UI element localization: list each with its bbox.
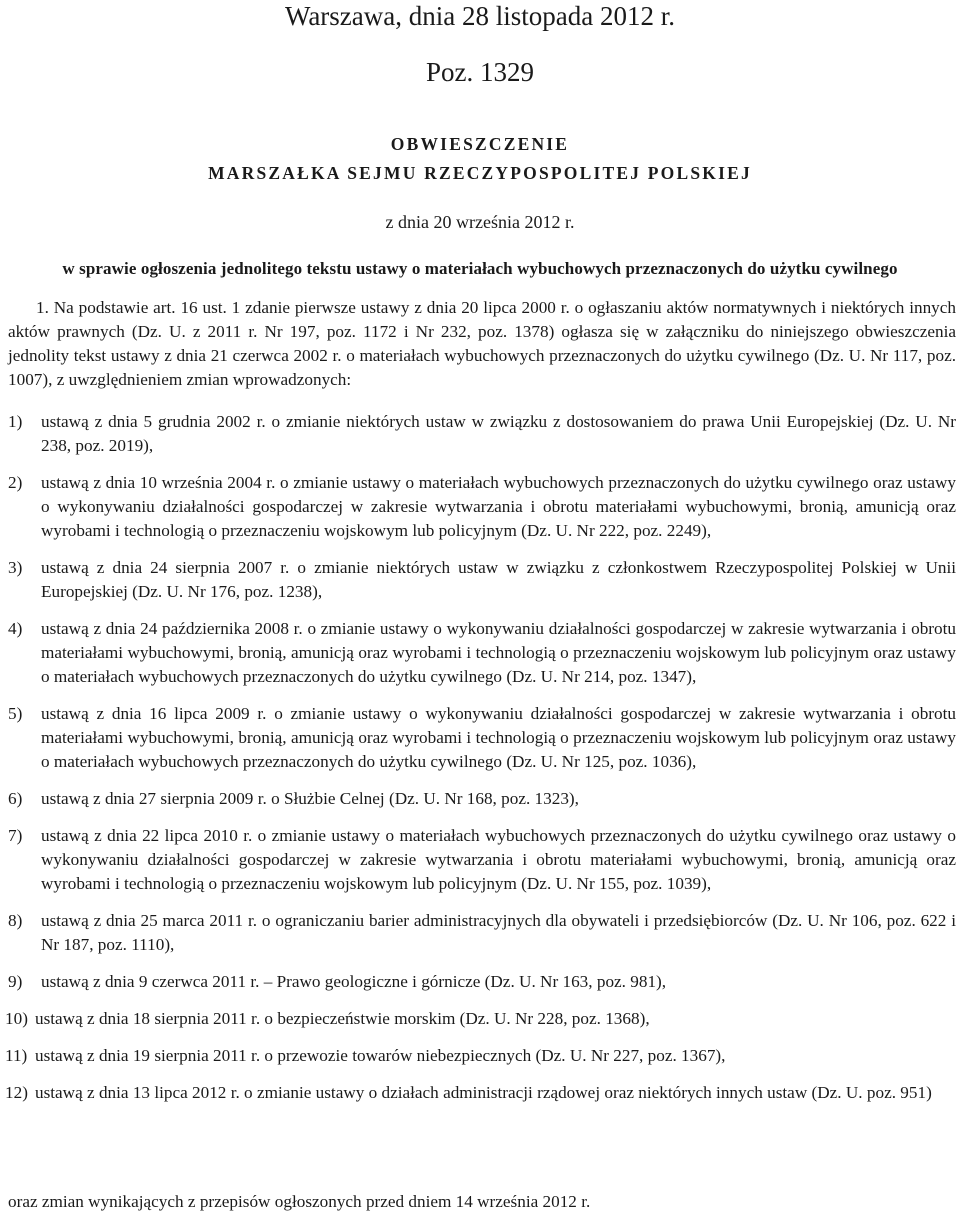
publication-date-line: Warszawa, dnia 28 listopada 2012 r.: [285, 1, 675, 31]
list-item-text: ustawą z dnia 24 października 2008 r. o zmianie ustawy o wykonywaniu działalności gospodarczej w zakresie wytwarzania i obrotu materiałami wybuchowymi, bronią, amunicją oraz wyrobami i technologią o przeznaczeniu wojskowym lub policyjnym oraz ustawy o materiałach wybuchowych przeznaczonych do użytku cywilnego (Dz. U. Nr 214, poz. 1347),: [41, 619, 956, 686]
list-item-number: 3): [8, 558, 23, 577]
list-item: [8, 471, 956, 543]
list-item-number: 11): [5, 1046, 28, 1065]
closing-sentence: oraz zmian wynikających z przepisów ogłoszonych przed dniem 14 września 2012 r.: [8, 1192, 591, 1211]
intro-text: 1. Na podstawie art. 16 ust. 1 zdanie pierwsze ustawy z dnia 20 lipca 2000 r. o ogłaszaniu aktów normatywnych i niektórych innych aktów prawnych (Dz. U. z 2011 r. Nr 197, poz. 1172 i Nr 232, poz. 1378) ogłasza się w załączniku do niniejszego obwieszczenia jednolity tekst ustawy z dnia 21 czerwca 2002 r. o materiałach wybuchowych przeznaczonych do użytku cywilnego (Dz. U. Nr 117, poz. 1007), z uwzględnieniem zmian wprowadzonych:: [8, 298, 956, 389]
list-item-number: 10): [5, 1009, 28, 1028]
list-item-number: 12): [5, 1083, 28, 1102]
amendments-list: [5, 410, 956, 1118]
list-item-number: 7): [8, 826, 23, 845]
list-item-number: 1): [8, 412, 23, 431]
list-item-number: 4): [8, 619, 23, 638]
list-item-text: ustawą z dnia 25 marca 2011 r. o ograniczaniu barier administracyjnych dla obywateli i przedsiębiorców (Dz. U. Nr 106, poz. 622 i Nr 187, poz. 1110),: [41, 911, 956, 954]
list-item: [8, 702, 956, 774]
issue-date: z dnia 20 września 2012 r.: [385, 212, 575, 232]
list-item-number: 9): [8, 972, 23, 991]
list-item: [8, 410, 956, 458]
list-item-text: ustawą z dnia 27 sierpnia 2009 r. o Służbie Celnej (Dz. U. Nr 168, poz. 1323),: [41, 789, 579, 808]
list-item-number: 2): [8, 473, 23, 492]
document-type-title: OBWIESZCZENIE: [390, 134, 570, 154]
list-item-text: ustawą z dnia 19 sierpnia 2011 r. o przewozie towarów niebezpiecznych (Dz. U. Nr 227, poz. 1367),: [35, 1046, 726, 1065]
list-item: [5, 1044, 956, 1068]
list-item: [5, 1081, 956, 1105]
intro-paragraph: [8, 296, 956, 392]
list-item: [8, 970, 956, 994]
list-item-text: ustawą z dnia 24 sierpnia 2007 r. o zmianie niektórych ustaw w związku z członkostwem Rzeczypospolitej Polskiej w Unii Europejskiej (Dz. U. Nr 176, poz. 1238),: [41, 558, 956, 601]
list-item: [8, 824, 956, 896]
list-item-text: ustawą z dnia 13 lipca 2012 r. o zmianie ustawy o działach administracji rządowej oraz niektórych innych ustaw (Dz. U. poz. 951): [35, 1083, 932, 1102]
list-item-number: 6): [8, 789, 23, 808]
list-item-text: ustawą z dnia 18 sierpnia 2011 r. o bezpieczeństwie morskim (Dz. U. Nr 228, poz. 1368),: [35, 1009, 650, 1028]
list-item-number: 5): [8, 704, 23, 723]
list-item-text: ustawą z dnia 5 grudnia 2002 r. o zmianie niektórych ustaw w związku z dostosowaniem do prawa Unii Europejskiej (Dz. U. Nr 238, poz. 2019),: [41, 412, 956, 455]
list-item: [8, 909, 956, 957]
document-subject: w sprawie ogłoszenia jednolitego tekstu ustawy o materiałach wybuchowych przeznaczonych do użytku cywilnego: [62, 259, 898, 278]
list-item-text: ustawą z dnia 16 lipca 2009 r. o zmianie ustawy o wykonywaniu działalności gospodarczej w zakresie wytwarzania i obrotu materiałami wybuchowymi, bronią, amunicją oraz wyrobami i technologią o przeznaczeniu wojskowym lub policyjnym oraz ustawy o materiałach wybuchowych przeznaczonych do użytku cywilnego (Dz. U. Nr 125, poz. 1036),: [41, 704, 956, 771]
list-item-text: ustawą z dnia 10 września 2004 r. o zmianie ustawy o materiałach wybuchowych przeznaczonych do użytku cywilnego oraz ustawy o wykonywaniu działalności gospodarczej w zakresie wytwarzania i obrotu materiałami wybuchowymi, bronią, amunicją oraz wyrobami i technologią o przeznaczeniu wojskowym lub policyjnym (Dz. U. Nr 222, poz. 2249),: [41, 473, 956, 540]
list-item: [8, 787, 956, 811]
list-item-number: 8): [8, 911, 23, 930]
list-item-text: ustawą z dnia 22 lipca 2010 r. o zmianie ustawy o materiałach wybuchowych przeznaczonych do użytku cywilnego oraz ustawy o wykonywaniu działalności gospodarczej w zakresie wytwarzania i obrotu materiałami wybuchowymi, bronią, amunicją oraz wyrobami i technologią o przeznaczeniu wojskowym lub policyjnym (Dz. U. Nr 155, poz. 1039),: [41, 826, 956, 893]
list-item-text: ustawą z dnia 9 czerwca 2011 r. – Prawo geologiczne i górnicze (Dz. U. Nr 163, poz. 981),: [41, 972, 667, 991]
issuer-title: MARSZAŁKA SEJMU RZECZYPOSPOLITEJ POLSKIEJ: [208, 163, 752, 183]
list-item: [5, 1007, 956, 1031]
list-item: [8, 556, 956, 604]
position-number: Poz. 1329: [426, 57, 534, 87]
list-item: [8, 617, 956, 689]
